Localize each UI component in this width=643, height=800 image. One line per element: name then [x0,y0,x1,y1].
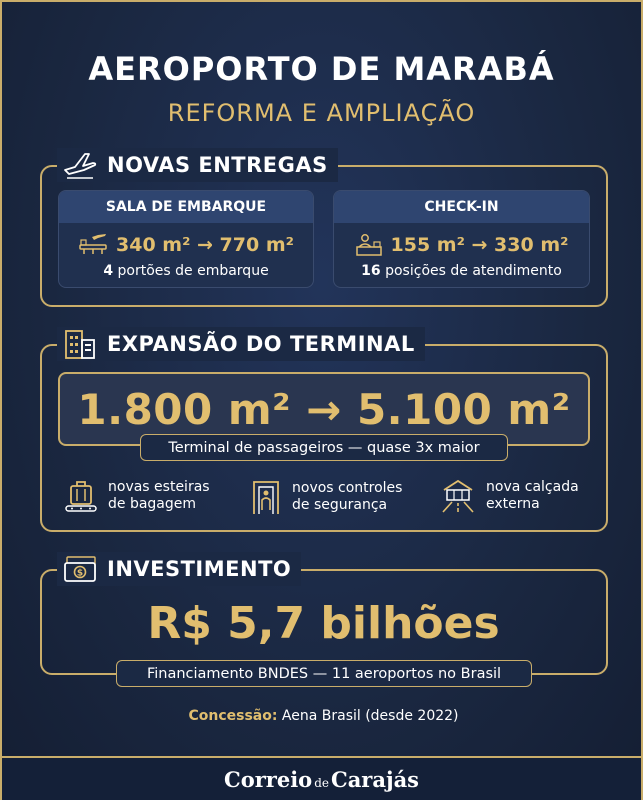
portoes-label: portões de embarque [113,263,269,279]
feature-seguranca-label: novos controles de segurança [292,480,403,513]
feature-calcada [440,478,598,514]
luggage-icon [64,478,98,514]
security-scanner-icon [250,478,282,516]
novas-entregas-heading: NOVAS ENTREGAS [107,153,328,177]
posicoes-count: 16 [361,263,381,279]
investimento-caption: Financiamento BNDES — 11 aeroportos no Brasil [116,660,532,687]
portoes-count: 4 [103,263,114,279]
card-title: SALA DE EMBARQUE [59,191,313,223]
feature-esteiras-label: novas esteiras de bagagem [108,479,210,512]
building-icon [63,328,97,360]
check-in-desc [334,263,589,279]
investimento-heading: INVESTIMENTO [107,557,292,581]
boarding-lounge-icon [78,233,108,257]
terminal-area-value: 1.800 m² → 5.100 m² [77,384,571,434]
concessao-label: Concessão: [188,708,278,724]
investimento-value: R$ 5,7 bilhões [147,598,500,649]
money-icon [63,555,97,583]
sala-embarque-area: 340 m² → 770 m² [116,234,294,256]
card-title: CHECK-IN [334,191,589,223]
expansao-heading: EXPANSÃO DO TERMINAL [107,332,415,356]
terminal-caption: Terminal de passageiros — quase 3x maior [140,434,508,461]
correio-de-carajas-logo [224,767,419,792]
page-title: AEROPORTO DE MARABÁ [88,50,555,88]
svg-text:$: $ [76,568,84,579]
check-in-area: 155 m² → 330 m² [390,234,569,256]
feature-esteiras [64,478,218,514]
footer [2,756,641,800]
posicoes-label: posições de atendimento [380,263,562,279]
concessao-line [2,708,643,724]
investimento-header [57,552,301,586]
airplane-icon [63,150,97,180]
page-subtitle: REFORMA E AMPLIAÇÃO [167,99,476,127]
check-in-card [333,190,590,288]
sidewalk-icon [440,478,476,514]
sala-embarque-desc [59,263,313,279]
novas-entregas-header [57,148,338,182]
check-in-desk-icon [355,233,383,257]
feature-calcada-label: nova calçada externa [486,479,579,512]
logo-correio: Correio [223,766,313,792]
feature-seguranca [250,478,422,516]
logo-carajas: Carajás [330,766,420,792]
concessao-value: Aena Brasil (desde 2022) [277,708,459,724]
sala-embarque-card [58,190,314,288]
logo-de: de [314,775,329,790]
expansao-header [57,327,425,361]
